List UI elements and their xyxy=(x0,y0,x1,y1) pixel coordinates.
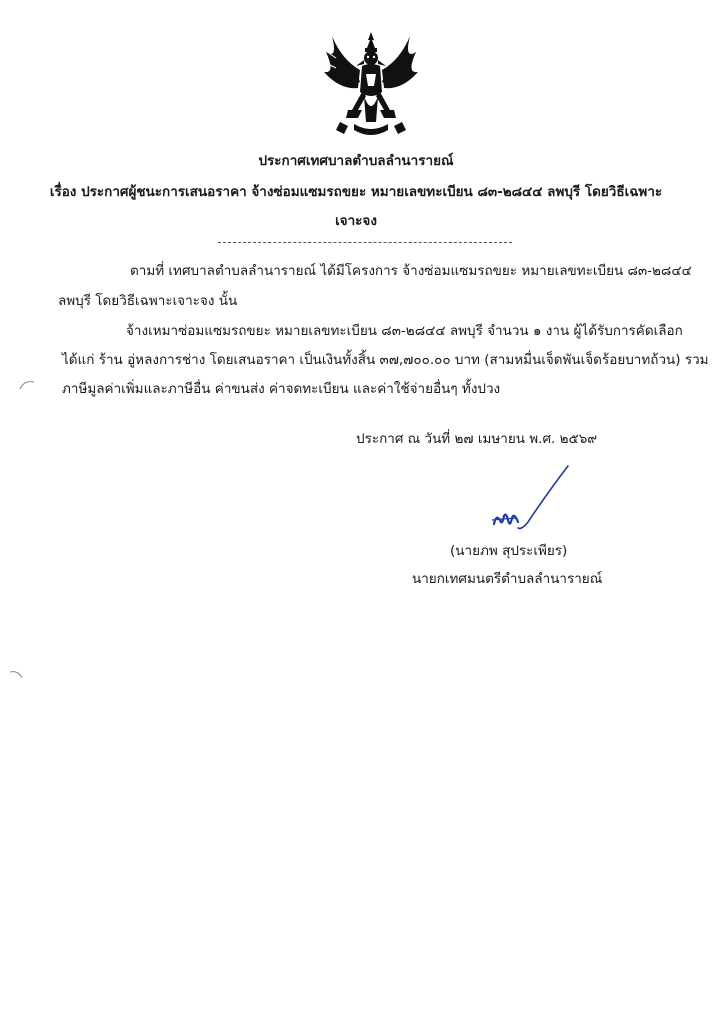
document-subject-line1: เรื่อง ประกาศผู้ชนะการเสนอราคา จ้างซ่อมแซมรถขยะ หมายเลขทะเบียน ๘๓-๒๘๔๔ ลพบุรี โดยวิธีเฉพาะ xyxy=(49,184,663,200)
paragraph2-line1: จ้างเหมาซ่อมแซมรถขยะ หมายเลขทะเบียน ๘๓-๒๘๔๔ ลพบุรี จำนวน ๑ งาน ผู้ได้รับการคัดเลือก xyxy=(126,323,683,339)
signer-name: (นายภพ สุประเพียร) xyxy=(450,543,568,559)
heading-divider xyxy=(218,242,512,243)
paragraph2-line2: ได้แก่ ร้าน อู่หลงการช่าง โดยเสนอราคา เป็นเงินทั้งสิ้น ๓๗,๗๐๐.๐๐ บาท (สามหมื่นเจ็ดพันเจ็ดร้อยบาทถ้วน) รวม xyxy=(62,352,709,368)
signer-title: นายกเทศมนตรีตำบลลำนารายณ์ xyxy=(412,571,603,587)
margin-mark-icon xyxy=(18,378,36,390)
document-subject-line2: เจาะจง xyxy=(335,213,377,229)
garuda-emblem-icon xyxy=(318,30,424,142)
paragraph2-line3: ภาษีมูลค่าเพิ่มและภาษีอื่น ค่าขนส่ง ค่าจดทะเบียน และค่าใช้จ่ายอื่นๆ ทั้งปวง xyxy=(62,381,501,397)
margin-mark-icon xyxy=(8,668,26,680)
announcement-date: ประกาศ ณ วันที่ ๒๗ เมษายน พ.ศ. ๒๕๖๙ xyxy=(356,431,598,447)
paragraph1-line1: ตามที่ เทศบาลตำบลลำนารายณ์ ได้มีโครงการ จ้างซ่อมแซมรถขยะ หมายเลขทะเบียน ๘๓-๒๘๔๔ xyxy=(130,263,692,279)
handwritten-signature-icon xyxy=(488,462,572,542)
paragraph1-line2: ลพบุรี โดยวิธีเฉพาะเจาะจง นั้น xyxy=(58,293,238,309)
document-title: ประกาศเทศบาลตำบลลำนารายณ์ xyxy=(258,153,454,169)
